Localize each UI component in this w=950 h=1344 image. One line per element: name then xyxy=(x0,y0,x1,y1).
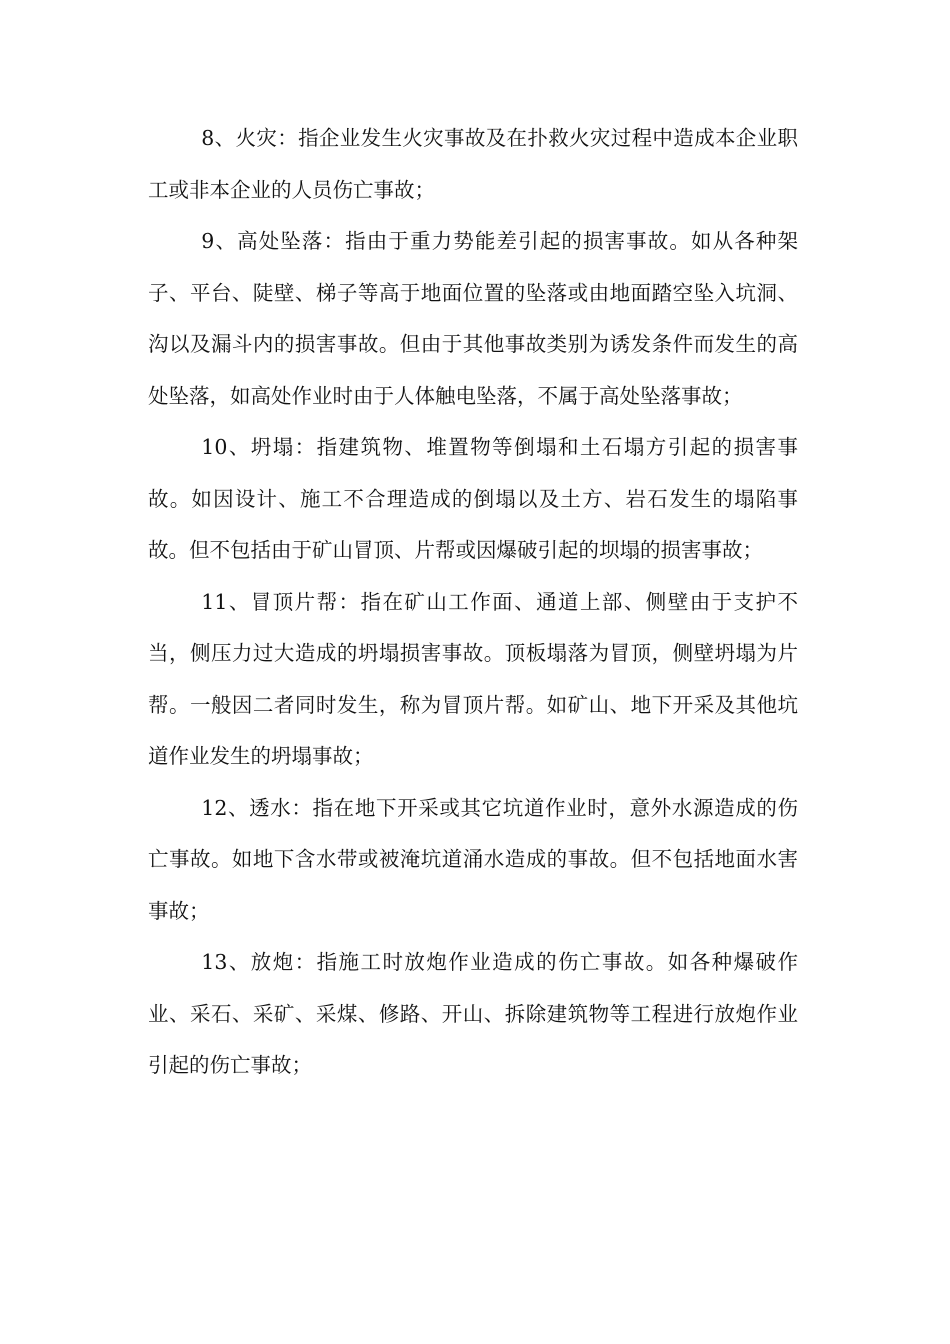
paragraph-water-inrush: 12、透水：指在地下开采或其它坑道作业时，意外水源造成的伤亡事故。如地下含水带或被淹坑道涌水造成的事故。但不包括地面水害事故； xyxy=(148,795,798,923)
paragraph-collapse: 10、坍塌：指建筑物、堆置物等倒塌和土石塌方引起的损害事故。如因设计、施工不合理造成的倒塌以及土方、岩石发生的塌陷事故。但不包括由于矿山冒顶、片帮或因爆破引起的坝塌的损害事故； xyxy=(148,435,798,562)
paragraph-roof-fall: 11、冒顶片帮：指在矿山工作面、通道上部、侧壁由于支护不当，侧压力过大造成的坍塌损害事故。顶板塌落为冒顶，侧壁坍塌为片帮。一般因二者同时发生，称为冒顶片帮。如矿山、地下开采及其他坑道作业发生的坍塌事故； xyxy=(148,589,798,768)
paragraph-fall-from-height: 9、高处坠落：指由于重力势能差引起的损害事故。如从各种架子、平台、陡壁、梯子等高于地面位置的坠落或由地面踏空坠入坑洞、沟以及漏斗内的损害事故。但由于其他事故类别为诱发条件而发生的高处坠落，如高处作业时由于人体触电坠落，不属于高处坠落事故； xyxy=(148,229,798,408)
document-body xyxy=(148,113,798,1092)
paragraph-blasting: 13、放炮：指施工时放炮作业造成的伤亡事故。如各种爆破作业、采石、采矿、采煤、修路、开山、拆除建筑物等工程进行放炮作业引起的伤亡事故； xyxy=(148,950,798,1077)
paragraph-fire: 8、火灾：指企业发生火灾事故及在扑救火灾过程中造成本企业职工或非本企业的人员伤亡事故； xyxy=(148,126,798,202)
